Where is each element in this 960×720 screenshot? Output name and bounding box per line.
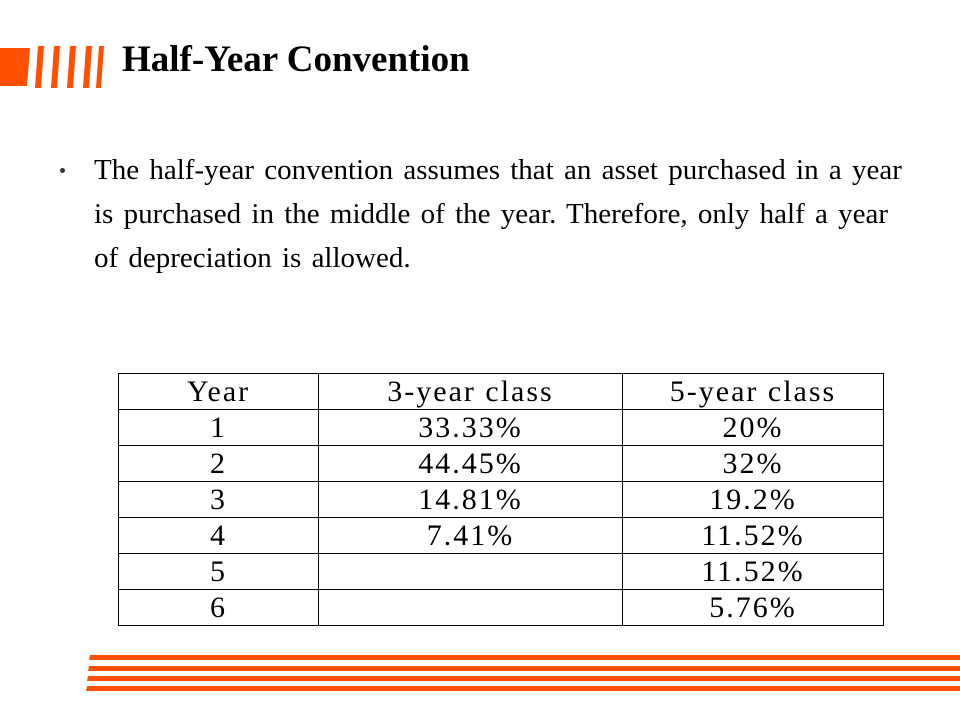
five-year-cell: 11.52% [623, 554, 884, 590]
table-row [119, 518, 884, 554]
year-cell: 4 [119, 518, 319, 554]
three-year-cell [319, 590, 623, 626]
bullet-dot-icon [60, 168, 65, 173]
year-cell: 1 [119, 410, 319, 446]
slashes-logo-icon [0, 42, 104, 92]
three-year-cell: 44.45% [319, 446, 623, 482]
depreciation-table [118, 373, 884, 626]
table-header-row [119, 374, 884, 410]
header-3-year-class: 3-year class [319, 374, 623, 410]
header-year: Year [119, 374, 319, 410]
three-year-cell: 14.81% [319, 482, 623, 518]
table-row [119, 590, 884, 626]
bullet-text: The half-year convention assumes that an asset purchased in a year is purchased in the middle of the year. Therefore, only half a year of depreciation is allowed. [94, 154, 902, 274]
table-row [119, 446, 884, 482]
year-cell: 3 [119, 482, 319, 518]
three-year-cell: 33.33% [319, 410, 623, 446]
table-row [119, 410, 884, 446]
five-year-cell: 20% [623, 410, 884, 446]
five-year-cell: 11.52% [623, 518, 884, 554]
year-cell: 6 [119, 590, 319, 626]
footer-stripes-icon [86, 655, 960, 691]
five-year-cell: 32% [623, 446, 884, 482]
header-5-year-class: 5-year class [623, 374, 884, 410]
five-year-cell: 19.2% [623, 482, 884, 518]
table-row [119, 482, 884, 518]
year-cell: 5 [119, 554, 319, 590]
five-year-cell: 5.76% [623, 590, 884, 626]
year-cell: 2 [119, 446, 319, 482]
three-year-cell: 7.41% [319, 518, 623, 554]
table-row [119, 554, 884, 590]
three-year-cell [319, 554, 623, 590]
slide-title: Half-Year Convention [122, 39, 470, 80]
